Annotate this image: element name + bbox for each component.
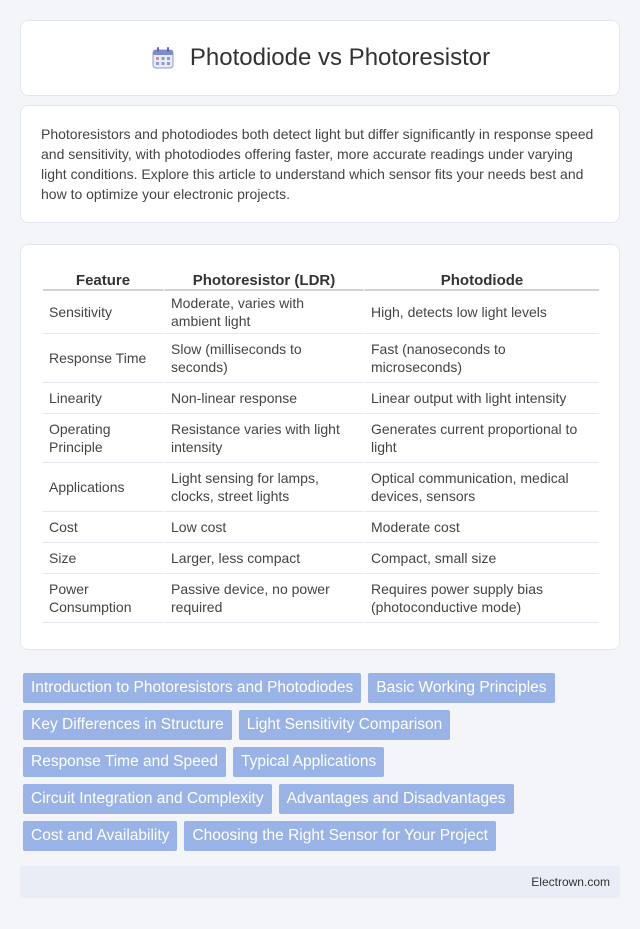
topic-tag[interactable]: Choosing the Right Sensor for Your Project [184,821,496,851]
table-cell: Linearity [43,383,163,414]
table-row [43,414,599,463]
tag-row [23,673,617,703]
table-cell: Fast (nanoseconds to microseconds) [363,334,599,383]
table-cell: Linear output with light intensity [363,383,599,414]
footer [20,866,620,898]
topic-tag[interactable]: Introduction to Photoresistors and Photodiodes [23,673,361,703]
comparison-table [43,265,599,623]
table-header-row [43,265,599,291]
topic-tag[interactable]: Advantages and Disadvantages [279,784,514,814]
table-cell: High, detects low light levels [363,291,599,334]
table-cell: Moderate, varies with ambient light [163,291,363,334]
topic-tag[interactable]: Typical Applications [233,747,384,777]
table-cell: Light sensing for lamps, clocks, street lights [163,463,363,512]
table-cell: Larger, less compact [163,543,363,574]
topic-tag[interactable]: Basic Working Principles [368,673,554,703]
topic-tag[interactable]: Key Differences in Structure [23,710,232,740]
table-row [43,512,599,543]
table-row [43,574,599,623]
footer-site-name[interactable]: Electrown.com [531,875,610,889]
column-header: Photoresistor (LDR) [163,265,363,291]
table-cell: Compact, small size [363,543,599,574]
table-cell: Passive device, no power required [163,574,363,623]
topic-tag[interactable]: Response Time and Speed [23,747,226,777]
tag-row [23,784,617,814]
table-row [43,334,599,383]
topic-tag[interactable]: Circuit Integration and Complexity [23,784,272,814]
calendar-icon [150,45,176,71]
table-cell: Requires power supply bias (photoconductive mode) [363,574,599,623]
table-cell: Moderate cost [363,512,599,543]
tag-row [23,710,617,740]
table-cell: Operating Principle [43,414,163,463]
table-cell: Response Time [43,334,163,383]
intro-text: Photoresistors and photodiodes both detect light but differ significantly in response speed and sensitivity, with photodiodes offering faster, more accurate readings under varying light conditions. Explore this article to understand which sensor fits your needs best and how to optimize your electronic projects. [41,126,594,202]
table-cell: Generates current proportional to light [363,414,599,463]
table-cell: Applications [43,463,163,512]
table-row [43,383,599,414]
table-cell: Low cost [163,512,363,543]
column-header: Photodiode [363,265,599,291]
table-cell: Size [43,543,163,574]
page-title: Photodiode vs Photoresistor [189,44,491,71]
topic-tag[interactable]: Cost and Availability [23,821,177,851]
table-cell: Non-linear response [163,383,363,414]
table-row [43,543,599,574]
table-cell: Cost [43,512,163,543]
tag-row [23,747,617,777]
table-cell: Optical communication, medical devices, sensors [363,463,599,512]
topic-tags [23,673,617,858]
table-cell: Slow (milliseconds to seconds) [163,334,363,383]
title-card [20,20,620,96]
table-cell: Power Consumption [43,574,163,623]
table-row [43,463,599,512]
column-header: Feature [43,265,163,291]
topic-tag[interactable]: Light Sensitivity Comparison [239,710,451,740]
table-cell: Sensitivity [43,291,163,334]
intro-card [20,105,620,223]
comparison-table-card [20,244,620,650]
table-cell: Resistance varies with light intensity [163,414,363,463]
tag-row [23,821,617,851]
table-row [43,291,599,334]
